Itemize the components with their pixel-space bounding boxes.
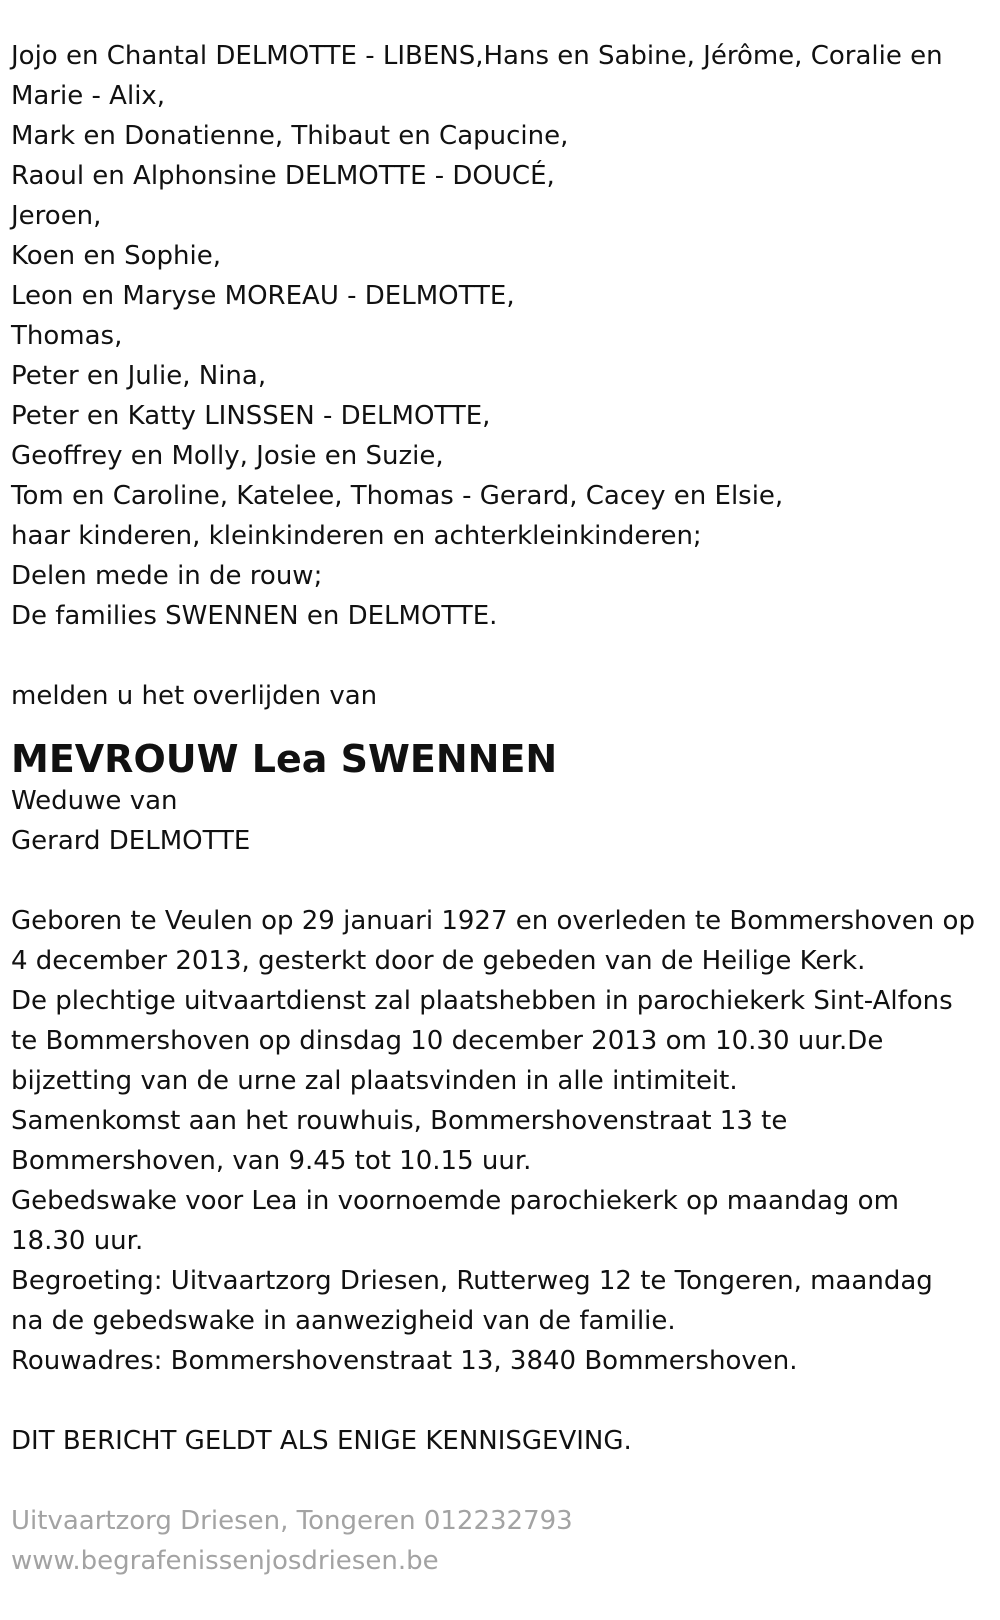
deceased-name: MEVROUW Lea SWENNEN: [11, 737, 558, 781]
family-line: Peter en Katty LINSSEN - DELMOTTE,: [11, 401, 491, 431]
website-link[interactable]: www.begrafenissenjosdriesen.be: [11, 1546, 439, 1576]
detail-line: te Bommershoven op dinsdag 10 december 2013 om 10.30 uur.De: [11, 1026, 884, 1056]
details-block: [11, 901, 990, 1381]
detail-line: 18.30 uur.: [11, 1226, 144, 1256]
detail-line: Rouwadres: Bommershovenstraat 13, 3840 Bommershoven.: [11, 1346, 798, 1376]
spouse-name: Gerard DELMOTTE: [11, 826, 251, 856]
family-line: De families SWENNEN en DELMOTTE.: [11, 601, 498, 631]
family-line: Thomas,: [11, 321, 123, 351]
detail-line: na de gebedswake in aanwezigheid van de familie.: [11, 1306, 676, 1336]
family-line: Geoffrey en Molly, Josie en Suzie,: [11, 441, 444, 471]
spacer: [11, 861, 990, 901]
detail-line: Begroeting: Uitvaartzorg Driesen, Rutterweg 12 te Tongeren, maandag: [11, 1266, 933, 1296]
spacer: [11, 1381, 990, 1421]
widow-of-label: Weduwe van: [11, 786, 178, 816]
family-line: Mark en Donatienne, Thibaut en Capucine,: [11, 121, 569, 151]
family-line: Tom en Caroline, Katelee, Thomas - Gerard, Cacey en Elsie,: [11, 481, 784, 511]
detail-line: De plechtige uitvaartdienst zal plaatshebben in parochiekerk Sint-Alfons: [11, 986, 953, 1016]
detail-line: Samenkomst aan het rouwhuis, Bommershovenstraat 13 te: [11, 1106, 788, 1136]
detail-line: Gebedswake voor Lea in voornoemde parochiekerk op maandag om: [11, 1186, 899, 1216]
family-line: Jojo en Chantal DELMOTTE - LIBENS,Hans en Sabine, Jérôme, Coralie en: [11, 41, 943, 71]
family-line: Delen mede in de rouw;: [11, 561, 323, 591]
footer: [11, 1501, 990, 1581]
family-list: [11, 36, 990, 636]
family-line: Marie - Alix,: [11, 81, 166, 111]
detail-line: Bommershoven, van 9.45 tot 10.15 uur.: [11, 1146, 532, 1176]
notice-text: DIT BERICHT GELDT ALS ENIGE KENNISGEVING.: [11, 1426, 632, 1456]
family-line: Jeroen,: [11, 201, 102, 231]
family-line: Peter en Julie, Nina,: [11, 361, 267, 391]
funeral-company: Uitvaartzorg Driesen, Tongeren 012232793: [11, 1506, 573, 1536]
detail-line: Geboren te Veulen op 29 januari 1927 en overleden te Bommershoven op: [11, 906, 975, 936]
detail-line: 4 december 2013, gesterkt door de gebeden van de Heilige Kerk.: [11, 946, 866, 976]
family-line: Raoul en Alphonsine DELMOTTE - DOUCÉ,: [11, 161, 555, 191]
announcement-text: melden u het overlijden van: [11, 681, 378, 711]
spacer: [11, 1461, 990, 1501]
spacer: [11, 636, 990, 676]
family-line: Leon en Maryse MOREAU - DELMOTTE,: [11, 281, 515, 311]
detail-line: bijzetting van de urne zal plaatsvinden in alle intimiteit.: [11, 1066, 738, 1096]
family-line: haar kinderen, kleinkinderen en achterkleinkinderen;: [11, 521, 702, 551]
family-line: Koen en Sophie,: [11, 241, 222, 271]
